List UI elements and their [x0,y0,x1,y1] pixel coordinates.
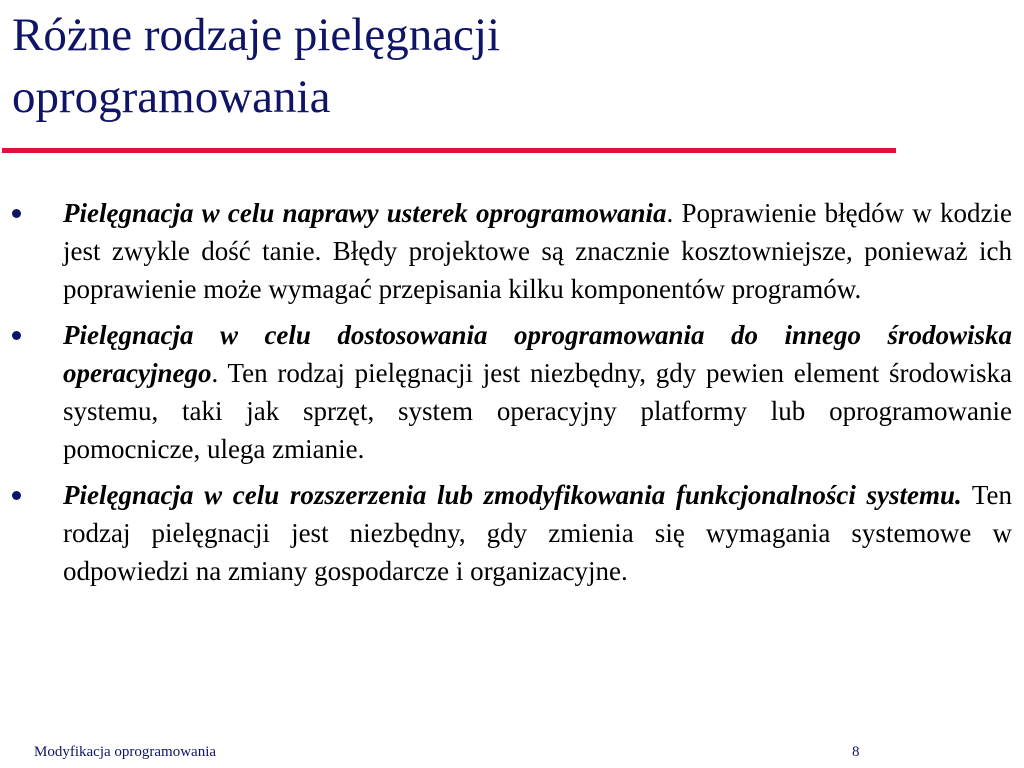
slide-title-line-1: Różne rodzaje pielęgnacji [12,9,501,61]
title-underline-rule [2,148,896,153]
bullet-lead: Pielęgnacja w celu naprawy usterek oprogramowania [63,198,667,228]
bullet-dot-icon [12,491,21,500]
bullet-lead: Pielęgnacja w celu rozszerzenia lub zmodyfikowania funkcjonalności systemu [63,480,955,510]
bullet-dot-icon [12,331,21,340]
bullet-lead: Pielęgnacja w celu dostosowania oprogramowania do innego środowiska operacyjnego [63,320,1012,388]
slide-title-line-2: oprogramowania [12,71,331,123]
bullet-item-3 [0,476,1024,590]
bullet-text: Poprawienie błędów w kodzie jest zwykle dość tanie. Błędy projektowe są znacznie kosztowniejsze, ponieważ ich poprawienie może wymagać przepisania kilku komponentów programów. [63,198,1012,304]
page-number: 8 [852,744,860,760]
bullet-separator: . [955,480,962,510]
bullet-separator: . [211,358,219,388]
bullet-list [0,194,1024,598]
bullet-separator: . [666,198,674,228]
bullet-text: Ten rodzaj pielęgnacji jest niezbędny, gdy pewien element środowiska systemu, taki jak sprzęt, system operacyjny platformy lub oprogramowanie pomocnicze, ulega zmianie. [63,358,1012,464]
footer-title: Modyfikacja oprogramowania [34,744,217,760]
bullet-item-2 [0,316,1024,468]
bullet-text: Ten rodzaj pielęgnacji jest niezbędny, gdy zmienia się wymagania systemowe w odpowiedzi na zmiany gospodarcze i organizacyjne. [63,480,1012,586]
bullet-item-1 [0,194,1024,308]
bullet-dot-icon [12,209,21,218]
slide-title [12,4,972,128]
